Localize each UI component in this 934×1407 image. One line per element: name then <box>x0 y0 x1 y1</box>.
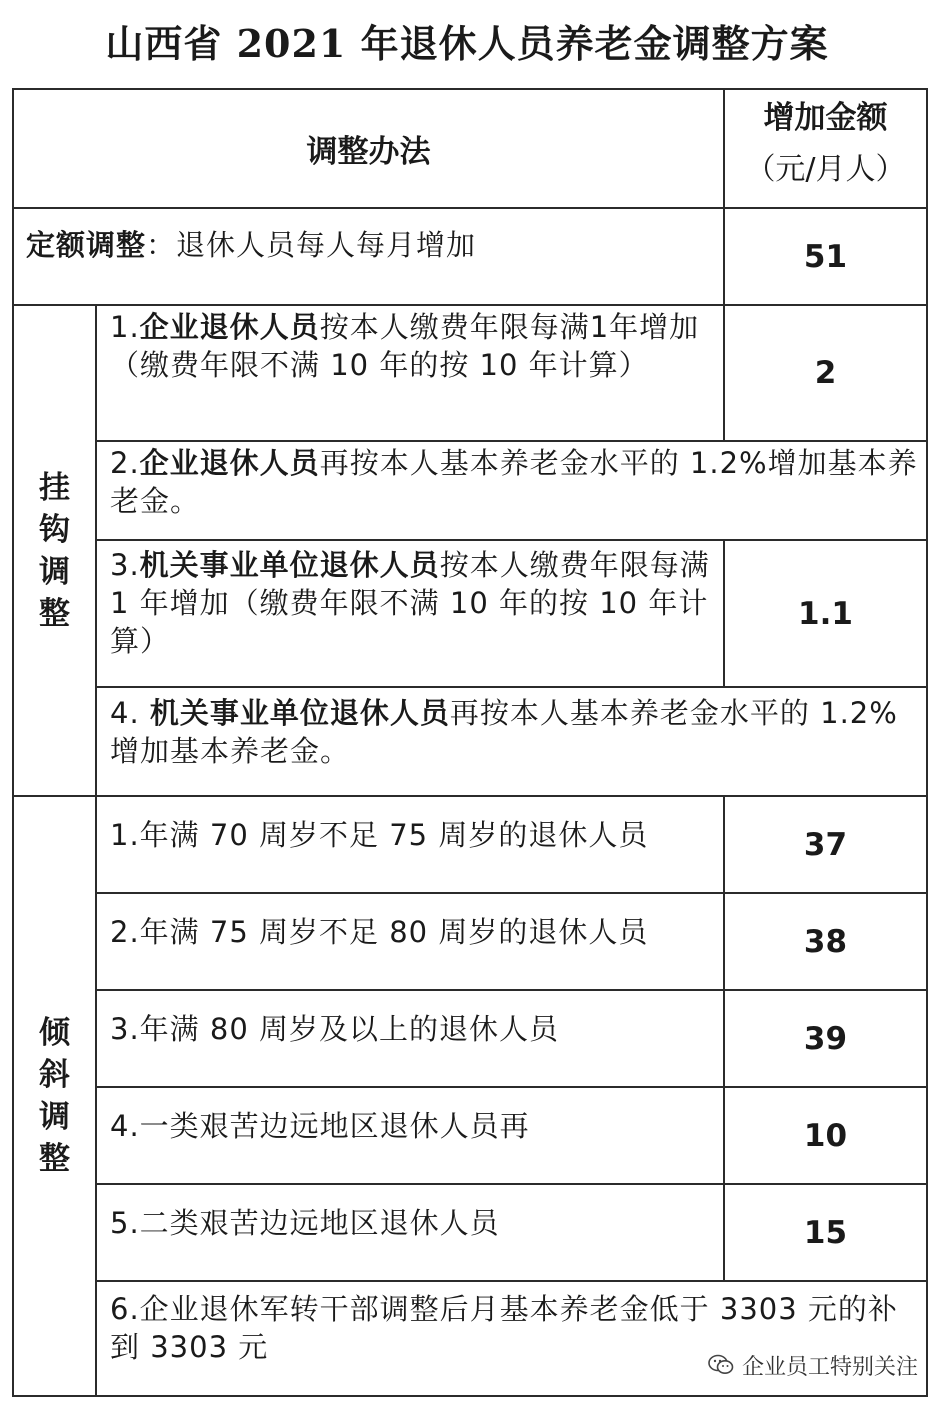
page-title: 山西省 2021 年退休人员养老金调整方案 <box>105 21 829 66</box>
tilted-row-1-text: 1.年满 70 周岁不足 75 周岁的退休人员 <box>110 818 649 852</box>
tilted-adjustment-label: 倾 斜 调 整 <box>39 1015 70 1177</box>
fixed-adjustment-amount: 51 <box>803 238 848 275</box>
linked-adjustment-label: 挂 钩 调 整 <box>39 469 70 632</box>
linked-row-1-text: 1.企业退休人员按本人缴费年限每满1年增加（缴费年限不满 10 年的按 10 年计算） <box>110 310 700 382</box>
header-method: 调整办法 <box>306 134 431 170</box>
tilted-row-4-text: 4.一类艰苦边远地区退休人员再 <box>110 1109 530 1143</box>
linked-row-3-amount: 1.1 <box>798 595 853 632</box>
linked-row-3-text: 3.机关事业单位退休人员按本人缴费年限每满 1 年增加（缴费年限不满 10 年的按 10 年计算） <box>110 548 710 658</box>
tilted-row-1-amount: 37 <box>803 826 848 863</box>
tilted-row-6-text: 6.企业退休军转干部调整后月基本养老金低于 3303 元的补到 3303 元 <box>110 1292 898 1364</box>
tilted-row-5-text: 5.二类艰苦边远地区退休人员 <box>110 1206 500 1240</box>
tilted-row-3-amount: 39 <box>803 1020 848 1057</box>
tilted-row-5-amount: 15 <box>803 1214 848 1251</box>
linked-row-4-text: 4. 机关事业单位退休人员再按本人基本养老金水平的 1.2%增加基本养老金。 <box>110 696 898 768</box>
source-watermark: 企业员工特别关注 <box>708 1345 928 1385</box>
wechat-icon <box>708 1354 734 1376</box>
linked-row-1-amount: 2 <box>814 355 837 391</box>
tilted-row-3-text: 3.年满 80 周岁及以上的退休人员 <box>110 1012 560 1046</box>
fixed-adjustment-text: 定额调整：退休人员每人每月增加 <box>26 228 477 262</box>
tilted-row-2-amount: 38 <box>803 923 848 960</box>
header-amount: 增加金额 （元/月人） <box>745 100 906 187</box>
linked-row-2-text: 2.企业退休人员再按本人基本养老金水平的 1.2%增加基本养老金。 <box>110 446 918 518</box>
tilted-row-2-text: 2.年满 75 周岁不足 80 周岁的退休人员 <box>110 915 649 949</box>
tilted-row-4-amount: 10 <box>803 1117 848 1154</box>
